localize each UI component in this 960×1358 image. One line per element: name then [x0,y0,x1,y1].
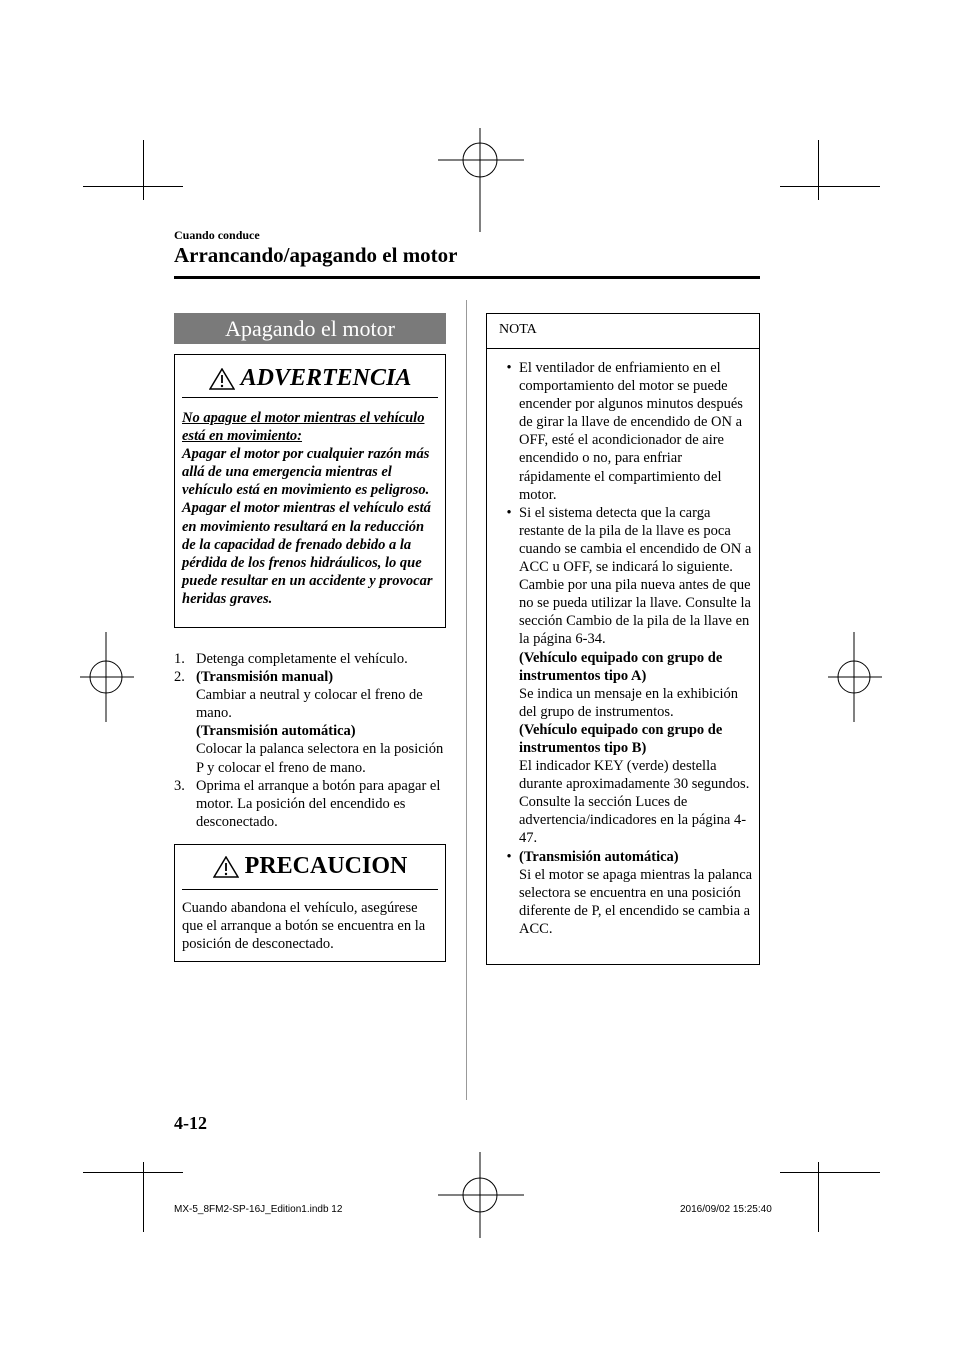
warning-title [175,365,445,392]
footer-filename: MX-5_8FM2-SP-16J_Edition1.indb 12 [174,1204,343,1215]
caution-rule [182,889,438,890]
caution-body: Cuando abandona el vehículo, asegúrese que el arranque a botón se encuentra en la posición de desconectado. [182,900,426,953]
step-auto-label: (Transmisión automática) [196,723,356,740]
bullet-dot: • [506,504,512,521]
caution-box [174,844,446,962]
note-rule [487,348,759,349]
registration-mark-left [78,630,138,725]
note-bullet-3-label: (Transmisión automática) [519,848,679,865]
note-type-a-label: (Vehículo equipado con grupo de instrumentos tipo A) [519,649,723,684]
title-rule [174,276,760,279]
step-auto-text: Colocar la palanca selectora en la posición P y colocar el freno de mano. [196,741,444,776]
note-title: NOTA [499,322,537,337]
note-bullet-1-text: El ventilador de enfriamiento en el comportamiento del motor se puede encender por algunos minutos después de girar la llave de encendido de ON a OFF, esté el acondicionador de aire encendido o no, para enfriar rápidamente el compartimiento del motor. [519,360,743,503]
section-banner: Apagando el motor [174,313,446,344]
step-number: 2. [174,669,185,686]
step-number: 3. [174,777,185,794]
note-type-a-text: Se indica un mensaje en la exhibición del grupo de instrumentos. [519,685,739,720]
registration-mark-right [826,630,886,725]
note-bullet-1 [499,359,755,504]
step-2 [174,668,449,777]
column-divider [466,300,467,1100]
step-number: 1. [174,651,185,667]
step-text: Oprima el arranque a botón para apagar el motor. La posición del encendido es desconectado. [196,777,441,830]
registration-mark-top [436,120,526,240]
warning-body: Apagar el motor por cualquier razón más allá de una emergencia mientras el vehículo está en movimiento es peligroso. Apagar el motor mientras el vehículo está en movimiento resultará en la reducción de la capacidad de frenado debido a la pérdida de los frenos hidráulicos, lo que puede resultar en un accidente y provocar heridas graves. [182,446,433,607]
footer-timestamp: 2016/09/02 15:25:40 [680,1204,772,1215]
note-bullet-3 [499,848,755,938]
note-type-b-text: El indicador KEY (verde) destella durante aproximadamente 30 segundos. Consulte la sección Luces de advertencia/indicadores en la página 4-47. [519,758,750,847]
warning-underlined: No apague el motor mientras el vehículo está en movimiento: [182,410,425,445]
warning-rule [182,397,438,398]
warning-triangle-icon [209,368,235,390]
note-bullet-2-replace: Cambie por una pila nueva antes de que no se pueda utilizar la llave. Consulte la sección Cambio de la pila de la llave en la página 6-34. [519,577,751,648]
note-type-b-label: (Vehículo equipado con grupo de instrumentos tipo B) [519,721,723,756]
bullet-dot: • [506,848,512,865]
caution-title [175,853,445,880]
bullet-dot: • [506,360,512,376]
warning-title-text: ADVERTENCIA [240,365,412,391]
page-title: Arrancando/apagando el motor [174,243,458,267]
note-bullet-2-intro: Si el sistema detecta que la carga restante de la pila de la llave es poca cuando se cambia el encendido de ON a ACC u OFF, se indicará lo siguiente. [519,504,752,576]
steps-list [174,650,449,831]
caution-title-text: PRECAUCION [244,853,408,879]
note-bullet-3-text: Si el motor se apaga mientras la palanca selectora se encuentra en una posición diferente de P, el encendido se cambia a ACC. [519,866,753,937]
note-box [486,313,760,965]
step-manual-text: Cambiar a neutral y colocar el freno de mano. [196,687,423,722]
step-manual-label: (Transmisión manual) [196,669,334,686]
warning-box [174,354,446,628]
page-number: 4-12 [174,1113,207,1133]
step-text: Detenga completamente el vehículo. [196,651,408,667]
note-bullet-2 [499,504,755,848]
caution-triangle-icon [213,856,239,878]
registration-mark-bottom [436,1150,526,1240]
step-3 [174,777,449,831]
step-1 [174,650,449,668]
section-label: Cuando conduce [174,228,260,242]
